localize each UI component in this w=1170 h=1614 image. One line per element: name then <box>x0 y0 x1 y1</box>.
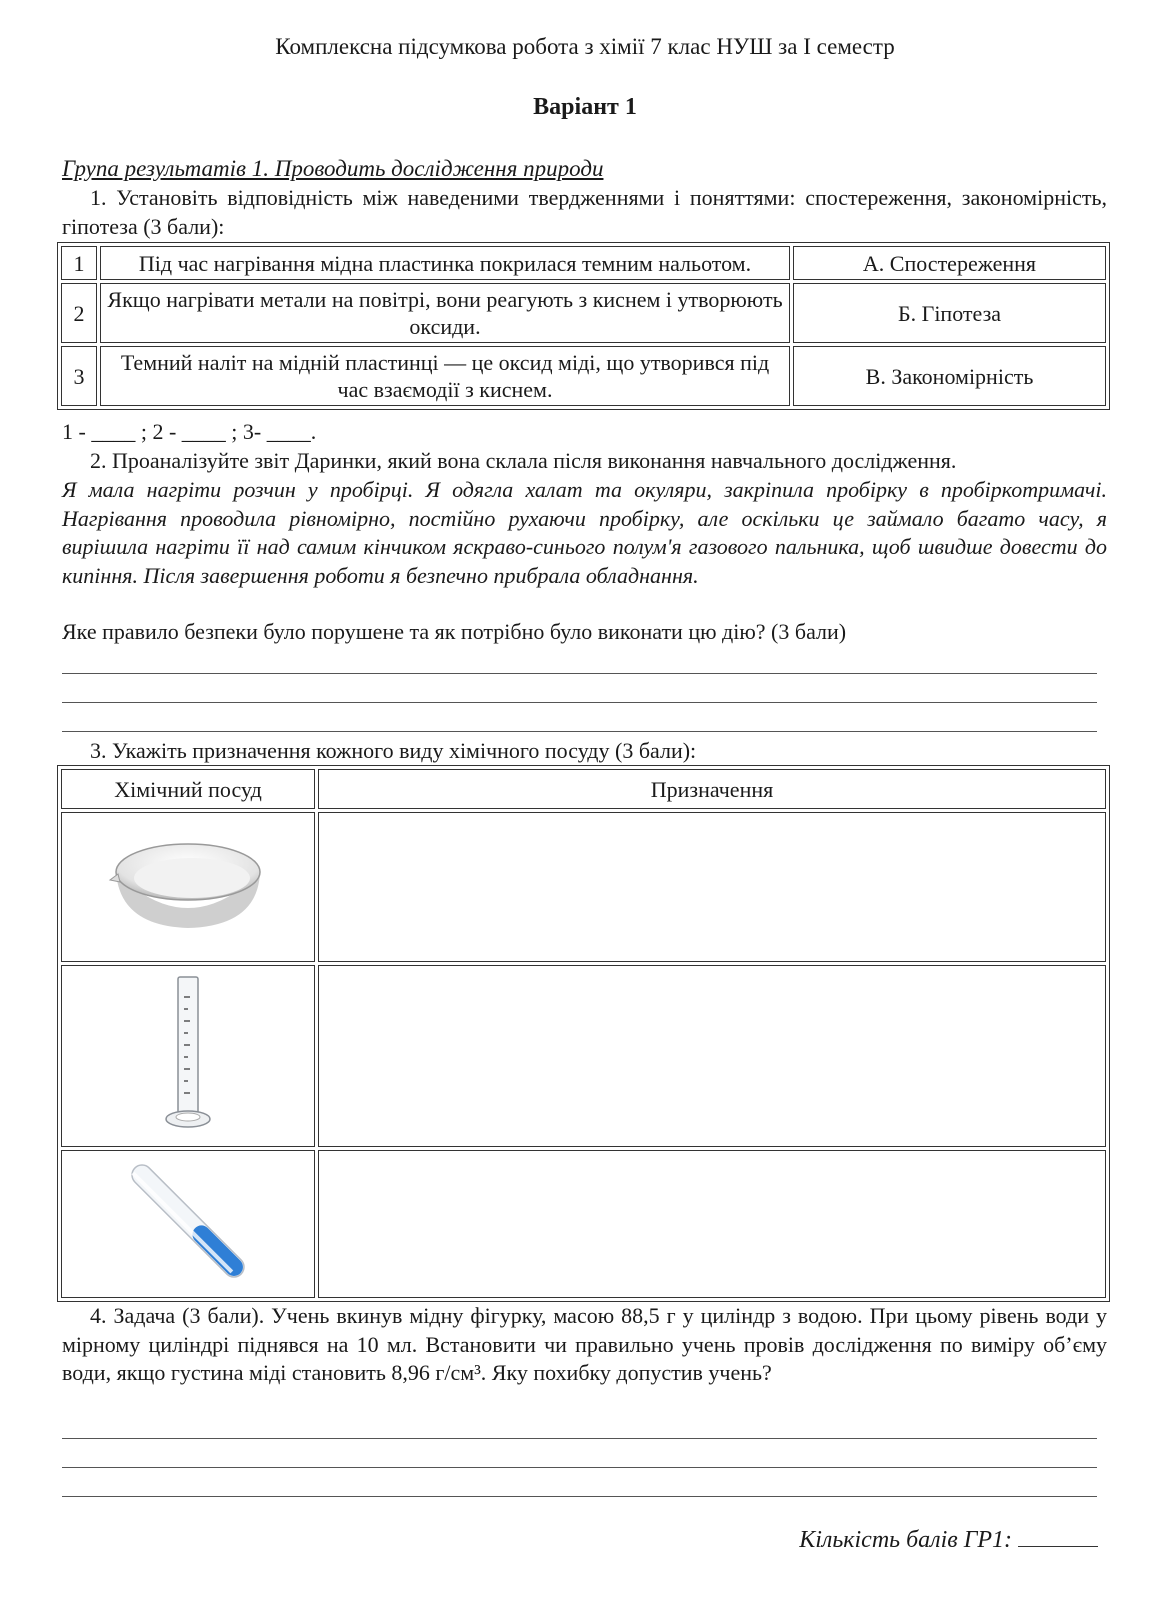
task3-prompt: 3. Укажіть призначення кожного виду хімічного посуду (3 бали): <box>90 738 697 763</box>
task1-table <box>57 242 1110 410</box>
col-header-vessel: Хімічний посуд <box>61 769 315 809</box>
variant-heading: Варіант 1 <box>533 94 637 120</box>
task1-row1-num: 1 <box>61 246 97 280</box>
vessel-cell <box>61 812 315 962</box>
col-header-purpose: Призначення <box>318 769 1106 809</box>
purpose-cell[interactable] <box>318 812 1106 962</box>
score-blank[interactable] <box>1018 1546 1098 1547</box>
answer-line[interactable] <box>62 731 1097 732</box>
task2-report: Я мала нагріти розчин у пробірці. Я одягла халат та окуляри, закріпила пробірку в пробіркотримачі. Нагрівання проводила рівномірно, постійно рухаючи пробірку, але оскільки це займало багато часу, я вирішила нагріти її над самим кінчиком яскраво-синього полум'я газового пальника, щоб швидше довести до кипіння. Після завершення роботи я безпечно прибрала обладнання. <box>62 477 1107 588</box>
group-heading: Група результатів 1. Проводить дослідження природи <box>62 156 604 181</box>
score-label: Кількість балів ГР1: <box>799 1527 1012 1553</box>
answer-line[interactable] <box>62 673 1097 674</box>
test-tube-icon <box>123 1156 253 1286</box>
task1-row3-statement: Темний наліт на мідній пластинці — це оксид міді, що утворився під час взаємодії з киснем. <box>100 346 790 406</box>
task1-answer-line[interactable]: 1 - ____ ; 2 - ____ ; 3- ____. <box>62 419 317 444</box>
graduated-cylinder-icon <box>158 973 218 1133</box>
task1-prompt: 1. Установіть відповідність між наведеними твердженнями і поняттями: спостереження, закономірність, гіпотеза (3 бали): <box>62 185 1107 239</box>
answer-line[interactable] <box>62 1438 1097 1439</box>
task1-row3-num: 3 <box>61 346 97 406</box>
task1-option-a: А. Спостереження <box>793 246 1106 280</box>
task1-row1-statement: Під час нагрівання мідна пластинка покрилася темним нальотом. <box>100 246 790 280</box>
answer-line[interactable] <box>62 1467 1097 1468</box>
vessel-cell <box>61 1150 315 1298</box>
page-title: Комплексна підсумкова робота з хімії 7 клас НУШ за І семестр <box>275 34 895 59</box>
evaporating-dish-icon <box>108 834 268 934</box>
task1-option-b: Б. Гіпотеза <box>793 283 1106 343</box>
task1-option-c: В. Закономірність <box>793 346 1106 406</box>
task2-question: Яке правило безпеки було порушене та як потрібно було виконати цю дію? (3 бали) <box>62 619 847 644</box>
task1-row2-num: 2 <box>61 283 97 343</box>
purpose-cell[interactable] <box>318 965 1106 1147</box>
task2-prompt: 2. Проаналізуйте звіт Даринки, який вона склала після виконання навчального дослідження. <box>90 448 957 473</box>
task1-row2-statement: Якщо нагрівати метали на повітрі, вони реагують з киснем і утворюють оксиди. <box>100 283 790 343</box>
answer-line[interactable] <box>62 702 1097 703</box>
task4-text: 4. Задача (3 бали). Учень вкинув мідну фігурку, масою 88,5 г у циліндр з водою. При цьому рівень води у мірному циліндрі піднявся на 10 мл. Встановити чи правильно учень провів дослідження по виміру об’єму води, якщо густина міді становить 8,96 г/см³. Яку похибку допустив учень? <box>62 1303 1107 1385</box>
vessel-cell <box>61 965 315 1147</box>
answer-line[interactable] <box>62 1496 1097 1497</box>
score-field <box>799 1527 1098 1554</box>
task3-table <box>57 765 1110 1302</box>
purpose-cell[interactable] <box>318 1150 1106 1298</box>
